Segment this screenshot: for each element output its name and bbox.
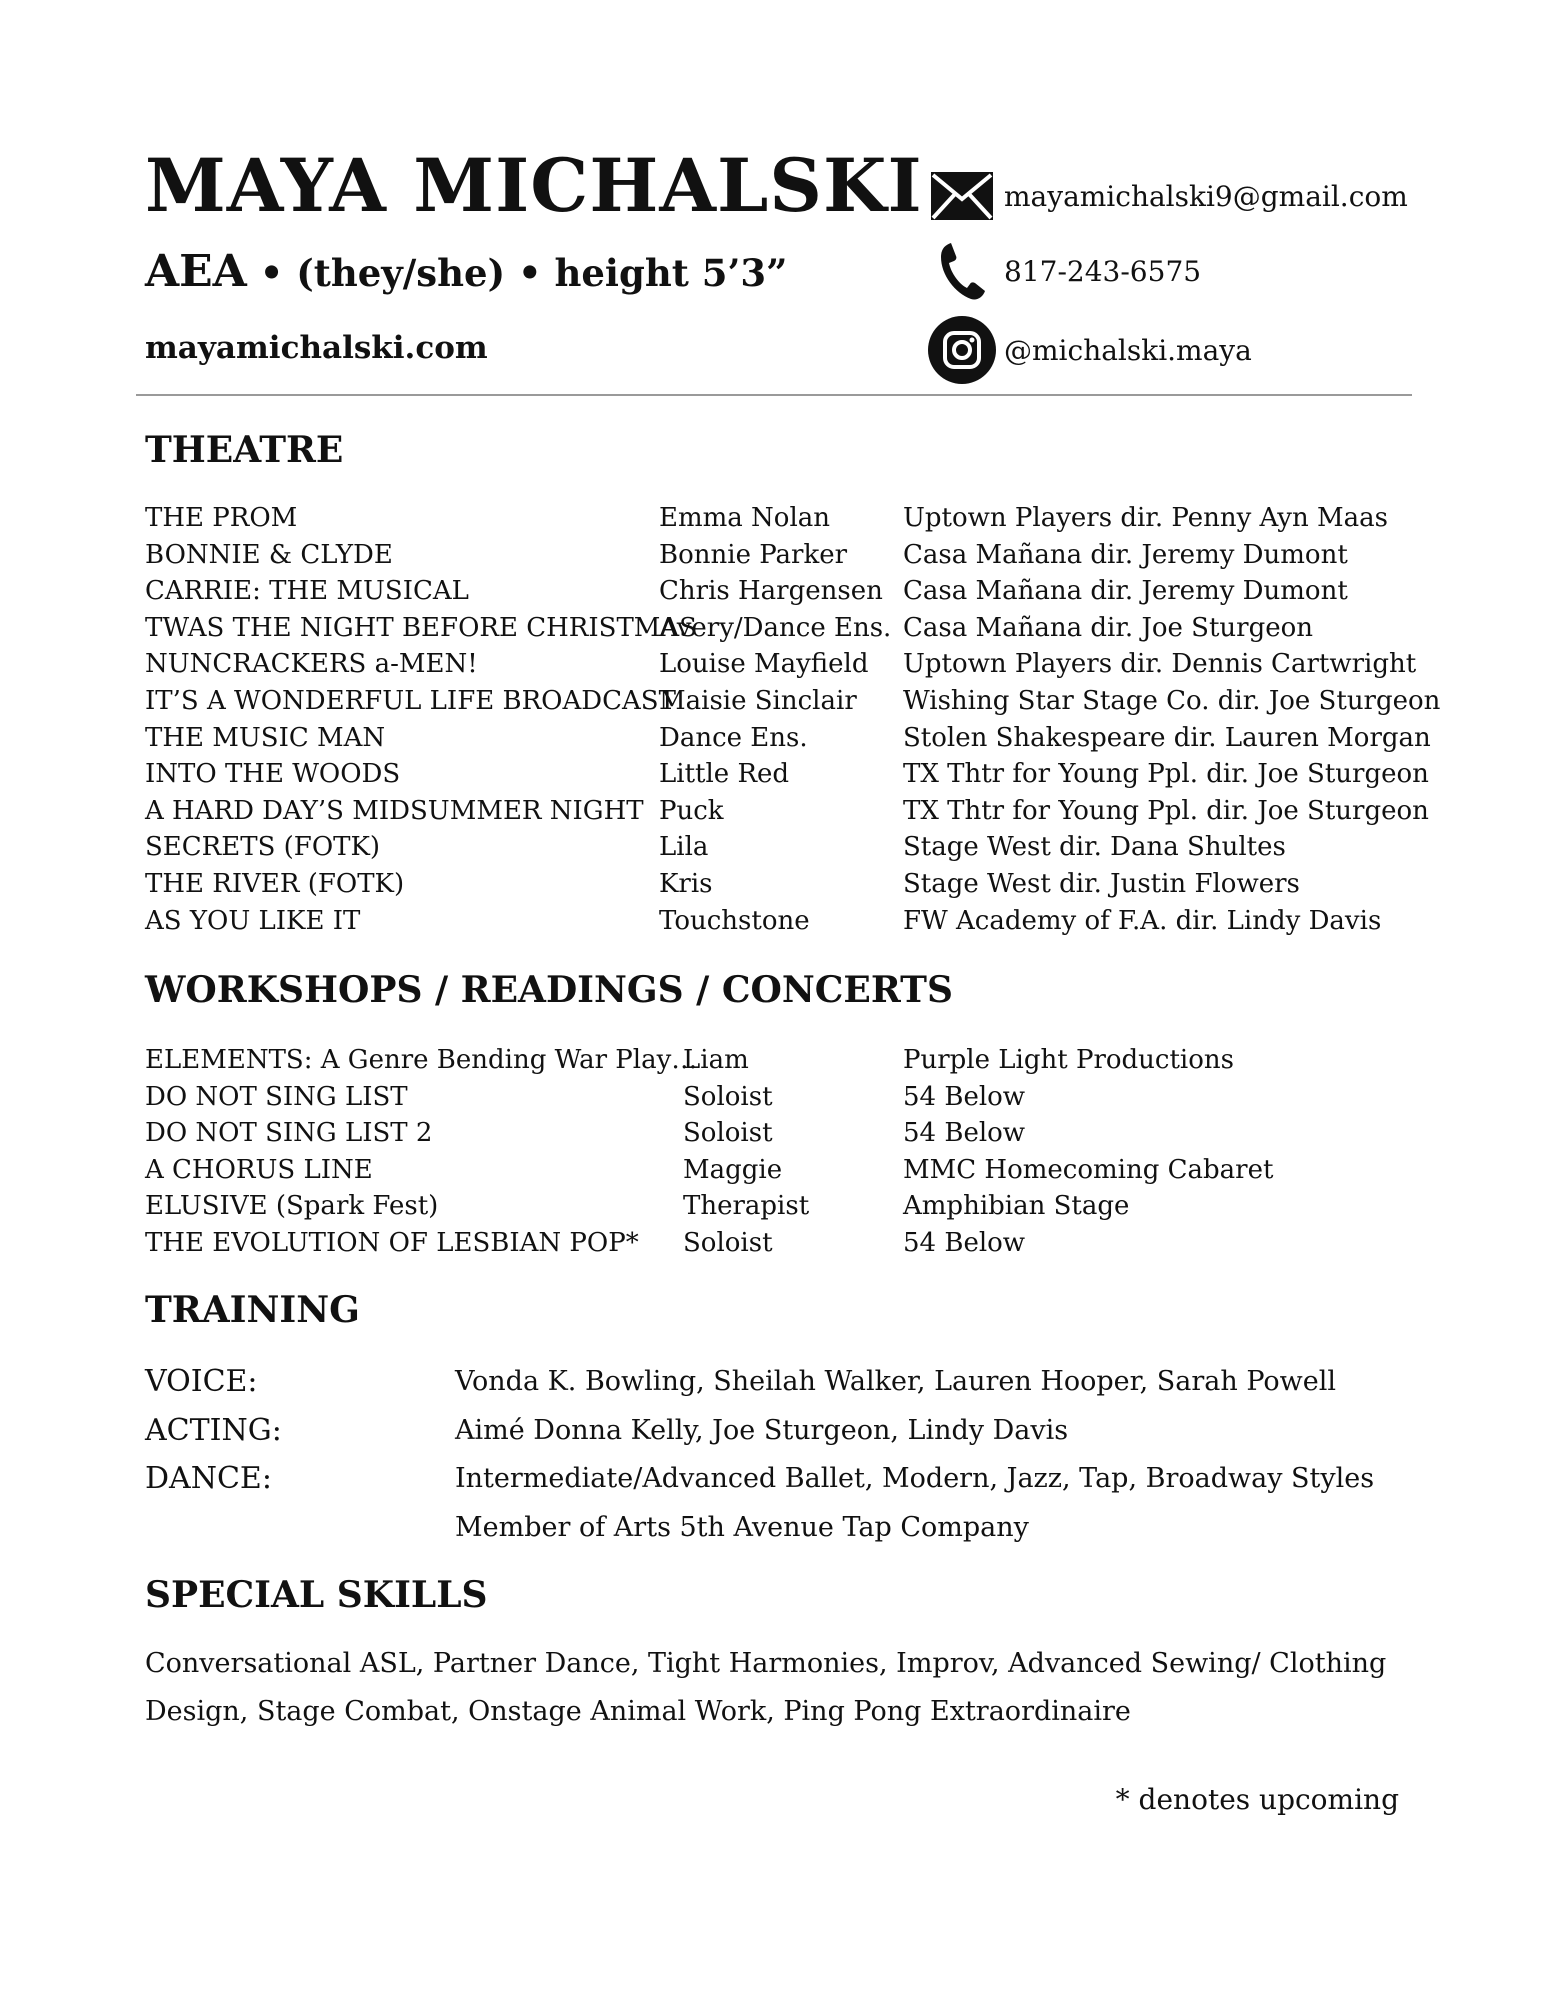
theatre-credits <box>145 500 1441 939</box>
table-row <box>145 829 1415 866</box>
credit-company: Uptown Players dir. Dennis Cartwright <box>903 649 1417 680</box>
credit-company: Casa Mañana dir. Joe Sturgeon <box>903 612 1314 643</box>
credit-role: Maggie <box>683 1154 783 1185</box>
credit-company: Casa Mañana dir. Jeremy Dumont <box>903 539 1348 570</box>
table-row <box>145 537 1415 574</box>
table-row <box>145 683 1441 720</box>
credit-role: Maisie Sinclair <box>659 685 857 716</box>
credit-show: A CHORUS LINE <box>145 1154 373 1185</box>
union-affiliation: AEA <box>145 246 247 297</box>
training-label: ACTING: <box>145 1412 282 1448</box>
credit-show: ELUSIVE (Spark Fest) <box>145 1191 439 1222</box>
upcoming-footnote: * denotes upcoming <box>1115 1783 1399 1816</box>
credit-company: Amphibian Stage <box>903 1191 1130 1222</box>
actor-name: MAYA MICHALSKI <box>145 143 923 229</box>
table-row <box>145 573 1415 610</box>
table-row <box>145 646 1415 683</box>
email-text: mayamichalski9@gmail.com <box>1004 179 1408 213</box>
credit-show: THE RIVER (FOTK) <box>145 868 405 899</box>
training-value: Aimé Donna Kelly, Joe Sturgeon, Lindy Davis <box>455 1414 1069 1446</box>
credit-show: A HARD DAY’S MIDSUMMER NIGHT <box>145 795 644 826</box>
credit-show: BONNIE & CLYDE <box>145 539 393 570</box>
credit-show: THE EVOLUTION OF LESBIAN POP* <box>145 1227 639 1258</box>
credit-role: Soloist <box>683 1227 773 1258</box>
credit-show: AS YOU LIKE IT <box>145 905 361 936</box>
credit-company: Casa Mañana dir. Jeremy Dumont <box>903 576 1348 607</box>
training-heading: TRAINING <box>145 1289 360 1331</box>
workshop-credits <box>145 1042 1415 1262</box>
credit-show: DO NOT SING LIST <box>145 1081 408 1112</box>
credit-company: FW Academy of F.A. dir. Lindy Davis <box>903 905 1382 936</box>
training-row <box>145 1504 1415 1553</box>
training-row <box>145 1455 1415 1504</box>
instagram-text: @michalski.maya <box>1004 333 1252 367</box>
theatre-heading: THEATRE <box>145 429 344 471</box>
contact-instagram[interactable] <box>928 316 1252 384</box>
skills-heading: SPECIAL SKILLS <box>145 1574 488 1616</box>
table-row <box>145 1042 1415 1079</box>
credit-role: Lila <box>659 832 709 863</box>
phone-text: 817-243-6575 <box>1004 254 1202 288</box>
credit-show: TWAS THE NIGHT BEFORE CHRISTMAS <box>145 612 697 643</box>
table-row <box>145 610 1415 647</box>
table-row <box>145 1152 1415 1189</box>
credit-company: Uptown Players dir. Penny Ayn Maas <box>903 503 1388 533</box>
training-value: Intermediate/Advanced Ballet, Modern, Jazz, Tap, Broadway Styles <box>455 1463 1375 1494</box>
credit-show: DO NOT SING LIST 2 <box>145 1118 433 1149</box>
workshops-heading: WORKSHOPS / READINGS / CONCERTS <box>145 969 953 1011</box>
envelope-icon <box>928 162 996 230</box>
credit-company: 54 Below <box>903 1118 1026 1149</box>
table-row <box>145 1188 1415 1225</box>
credit-role: Puck <box>659 795 724 826</box>
credit-role: Avery/Dance Ens. <box>659 612 892 643</box>
actor-details <box>145 246 788 297</box>
table-row <box>145 756 1429 793</box>
credit-company: Purple Light Productions <box>903 1045 1234 1075</box>
training-label: VOICE: <box>145 1364 258 1399</box>
table-row <box>145 1115 1415 1152</box>
header-divider <box>136 394 1412 396</box>
credit-show: INTO THE WOODS <box>145 759 401 790</box>
credit-show: NUNCRACKERS a-MEN! <box>145 649 478 680</box>
training-row <box>145 1407 1415 1456</box>
credit-company: Stage West dir. Justin Flowers <box>903 868 1300 899</box>
table-row <box>145 720 1431 757</box>
contact-phone[interactable] <box>928 237 1201 305</box>
credit-show: SECRETS (FOTK) <box>145 832 381 863</box>
credit-company: 54 Below <box>903 1081 1026 1112</box>
table-row <box>145 500 1415 537</box>
credit-role: Louise Mayfield <box>659 649 869 680</box>
table-row <box>145 1079 1415 1116</box>
credit-company: Stage West dir. Dana Shultes <box>903 832 1286 863</box>
training-value: Member of Arts 5th Avenue Tap Company <box>455 1511 1029 1543</box>
phone-icon <box>928 237 996 305</box>
website-link[interactable]: mayamichalski.com <box>145 330 488 366</box>
credit-show: CARRIE: THE MUSICAL <box>145 576 469 607</box>
training-list <box>145 1358 1415 1552</box>
credit-company: Wishing Star Stage Co. dir. Joe Sturgeon <box>903 685 1441 716</box>
credit-role: Soloist <box>683 1118 773 1149</box>
training-label: DANCE: <box>145 1461 272 1496</box>
credit-company: Stolen Shakespeare dir. Lauren Morgan <box>903 722 1431 753</box>
table-row <box>145 903 1415 940</box>
pronouns-height: • (they/she) • height 5’3” <box>246 251 788 295</box>
credit-role: Touchstone <box>659 905 810 936</box>
credit-company: 54 Below <box>903 1227 1026 1258</box>
credit-show: THE MUSIC MAN <box>145 722 386 753</box>
credit-role: Kris <box>659 868 713 899</box>
credit-show: THE PROM <box>145 503 298 533</box>
training-value: Vonda K. Bowling, Sheilah Walker, Lauren Hooper, Sarah Powell <box>455 1366 1337 1397</box>
credit-company: TX Thtr for Young Ppl. dir. Joe Sturgeon <box>903 759 1429 790</box>
skills-text: Conversational ASL, Partner Dance, Tight Harmonies, Improv, Advanced Sewing/ Clothing Design, Stage Combat, Onstage Animal Work, Ping Pong Extraordinaire <box>145 1648 1387 1727</box>
credit-role: Bonnie Parker <box>659 539 848 570</box>
table-row <box>145 1225 1415 1262</box>
credit-role: Liam <box>683 1045 749 1075</box>
credit-company: MMC Homecoming Cabaret <box>903 1154 1274 1185</box>
credit-role: Little Red <box>659 759 790 790</box>
credit-role: Chris Hargensen <box>659 576 883 607</box>
credit-role: Dance Ens. <box>659 722 808 753</box>
table-row <box>145 793 1429 830</box>
credit-role: Therapist <box>683 1191 810 1222</box>
credit-role: Emma Nolan <box>659 503 831 533</box>
training-row <box>145 1358 1415 1407</box>
table-row <box>145 866 1415 903</box>
credit-company: TX Thtr for Young Ppl. dir. Joe Sturgeon <box>903 795 1429 826</box>
credit-role: Soloist <box>683 1081 773 1112</box>
instagram-icon <box>928 316 996 384</box>
credit-show: ELEMENTS: A Genre Bending War Play… <box>145 1045 698 1075</box>
credit-show: IT’S A WONDERFUL LIFE BROADCAST <box>145 685 676 716</box>
contact-email[interactable] <box>928 162 1408 230</box>
